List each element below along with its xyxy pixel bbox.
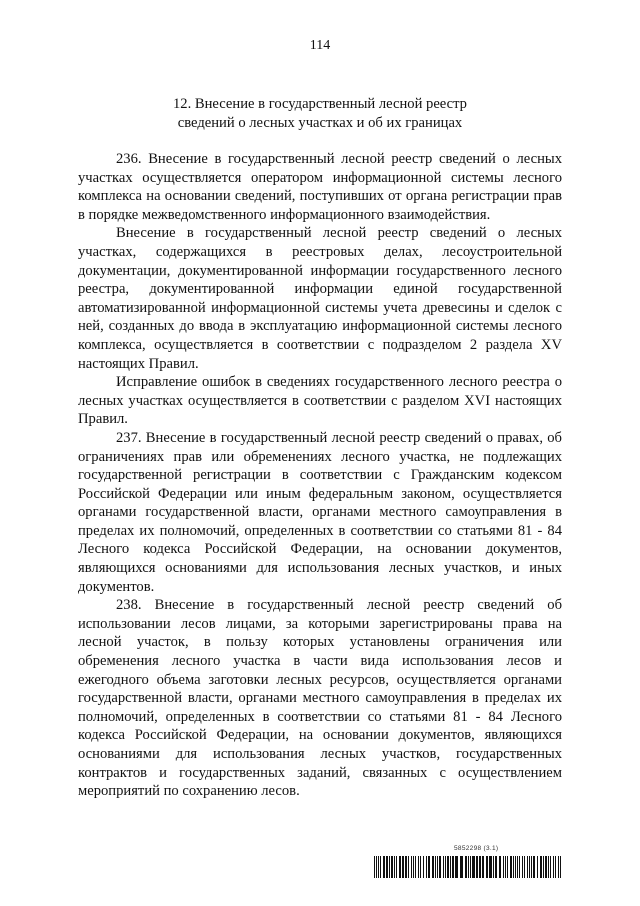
paragraph-236: 236. Внесение в государственный лесной реестр сведений о лесных участках осуществляется оператором информационной системы лесного комплекса на основании сведений, поступивших от органа регистрации прав в порядке межведомственного информационного взаимодействия. <box>78 151 562 223</box>
section-title-line-2: сведений о лесных участках и об их границах <box>177 114 463 131</box>
document-code: 5852298 (3.1) <box>454 845 499 852</box>
paragraph-236-continuation: Внесение в государственный лесной реестр сведений о лесных участках, содержащихся в реестровых делах, лесоустроительной документации, документированной информации государственного лесного реестра, документированной информации единой государственной автоматизированной информационной системы учета древесины и сделок с ней, созданных до ввода в эксплуатацию информационной системы лесного комплекса, осуществляется в соответствии с подразделом 2 раздела XV настоящих Правил. <box>78 225 562 372</box>
document-body <box>78 150 562 801</box>
section-title-line-1: 12. Внесение в государственный лесной реестр <box>173 96 467 112</box>
section-title <box>80 95 560 132</box>
paragraph-237: 237. Внесение в государственный лесной реестр сведений о правах, об ограничениях прав или обременениях лесного участка, не подлежащих государственной регистрации в соответствии с Гражданским кодексом Российской Федерации или иным федеральным законом, осуществляется органами государственной власти, органами местного самоуправления в пределах их полномочий, определенных в соответствии со статьями 81 - 84 Лесного кодекса Российской Федерации, на основании документов, являющихся основаниями для использования лесных участков, и иных документов. <box>78 429 562 595</box>
paragraph-236-corrections: Исправление ошибок в сведениях государственного лесного реестра о лесных участках осуществляется в соответствии с разделом XVI настоящих Правил. <box>78 374 562 428</box>
paragraph-238: 238. Внесение в государственный лесной реестр сведений об использовании лесов лицами, за которыми зарегистрированы права на лесной участок, в пользу которых установлены ограничения или обременения лесного участка в части вида использования лесов и ежегодного объема заготовки лесных ресурсов, осуществляется органами государственной власти, органами местного самоуправления в пределах их полномочий, определенных в соответствии со статьями 81 - 84 Лесного кодекса Российской Федерации, на основании документов, являющихся основаниями для использования лесных участков, государственных контрактов и государственных заданий, связанных с осуществлением мероприятий по сохранению лесов. <box>78 597 562 800</box>
page-number: 114 <box>309 38 331 53</box>
barcode <box>374 856 564 878</box>
